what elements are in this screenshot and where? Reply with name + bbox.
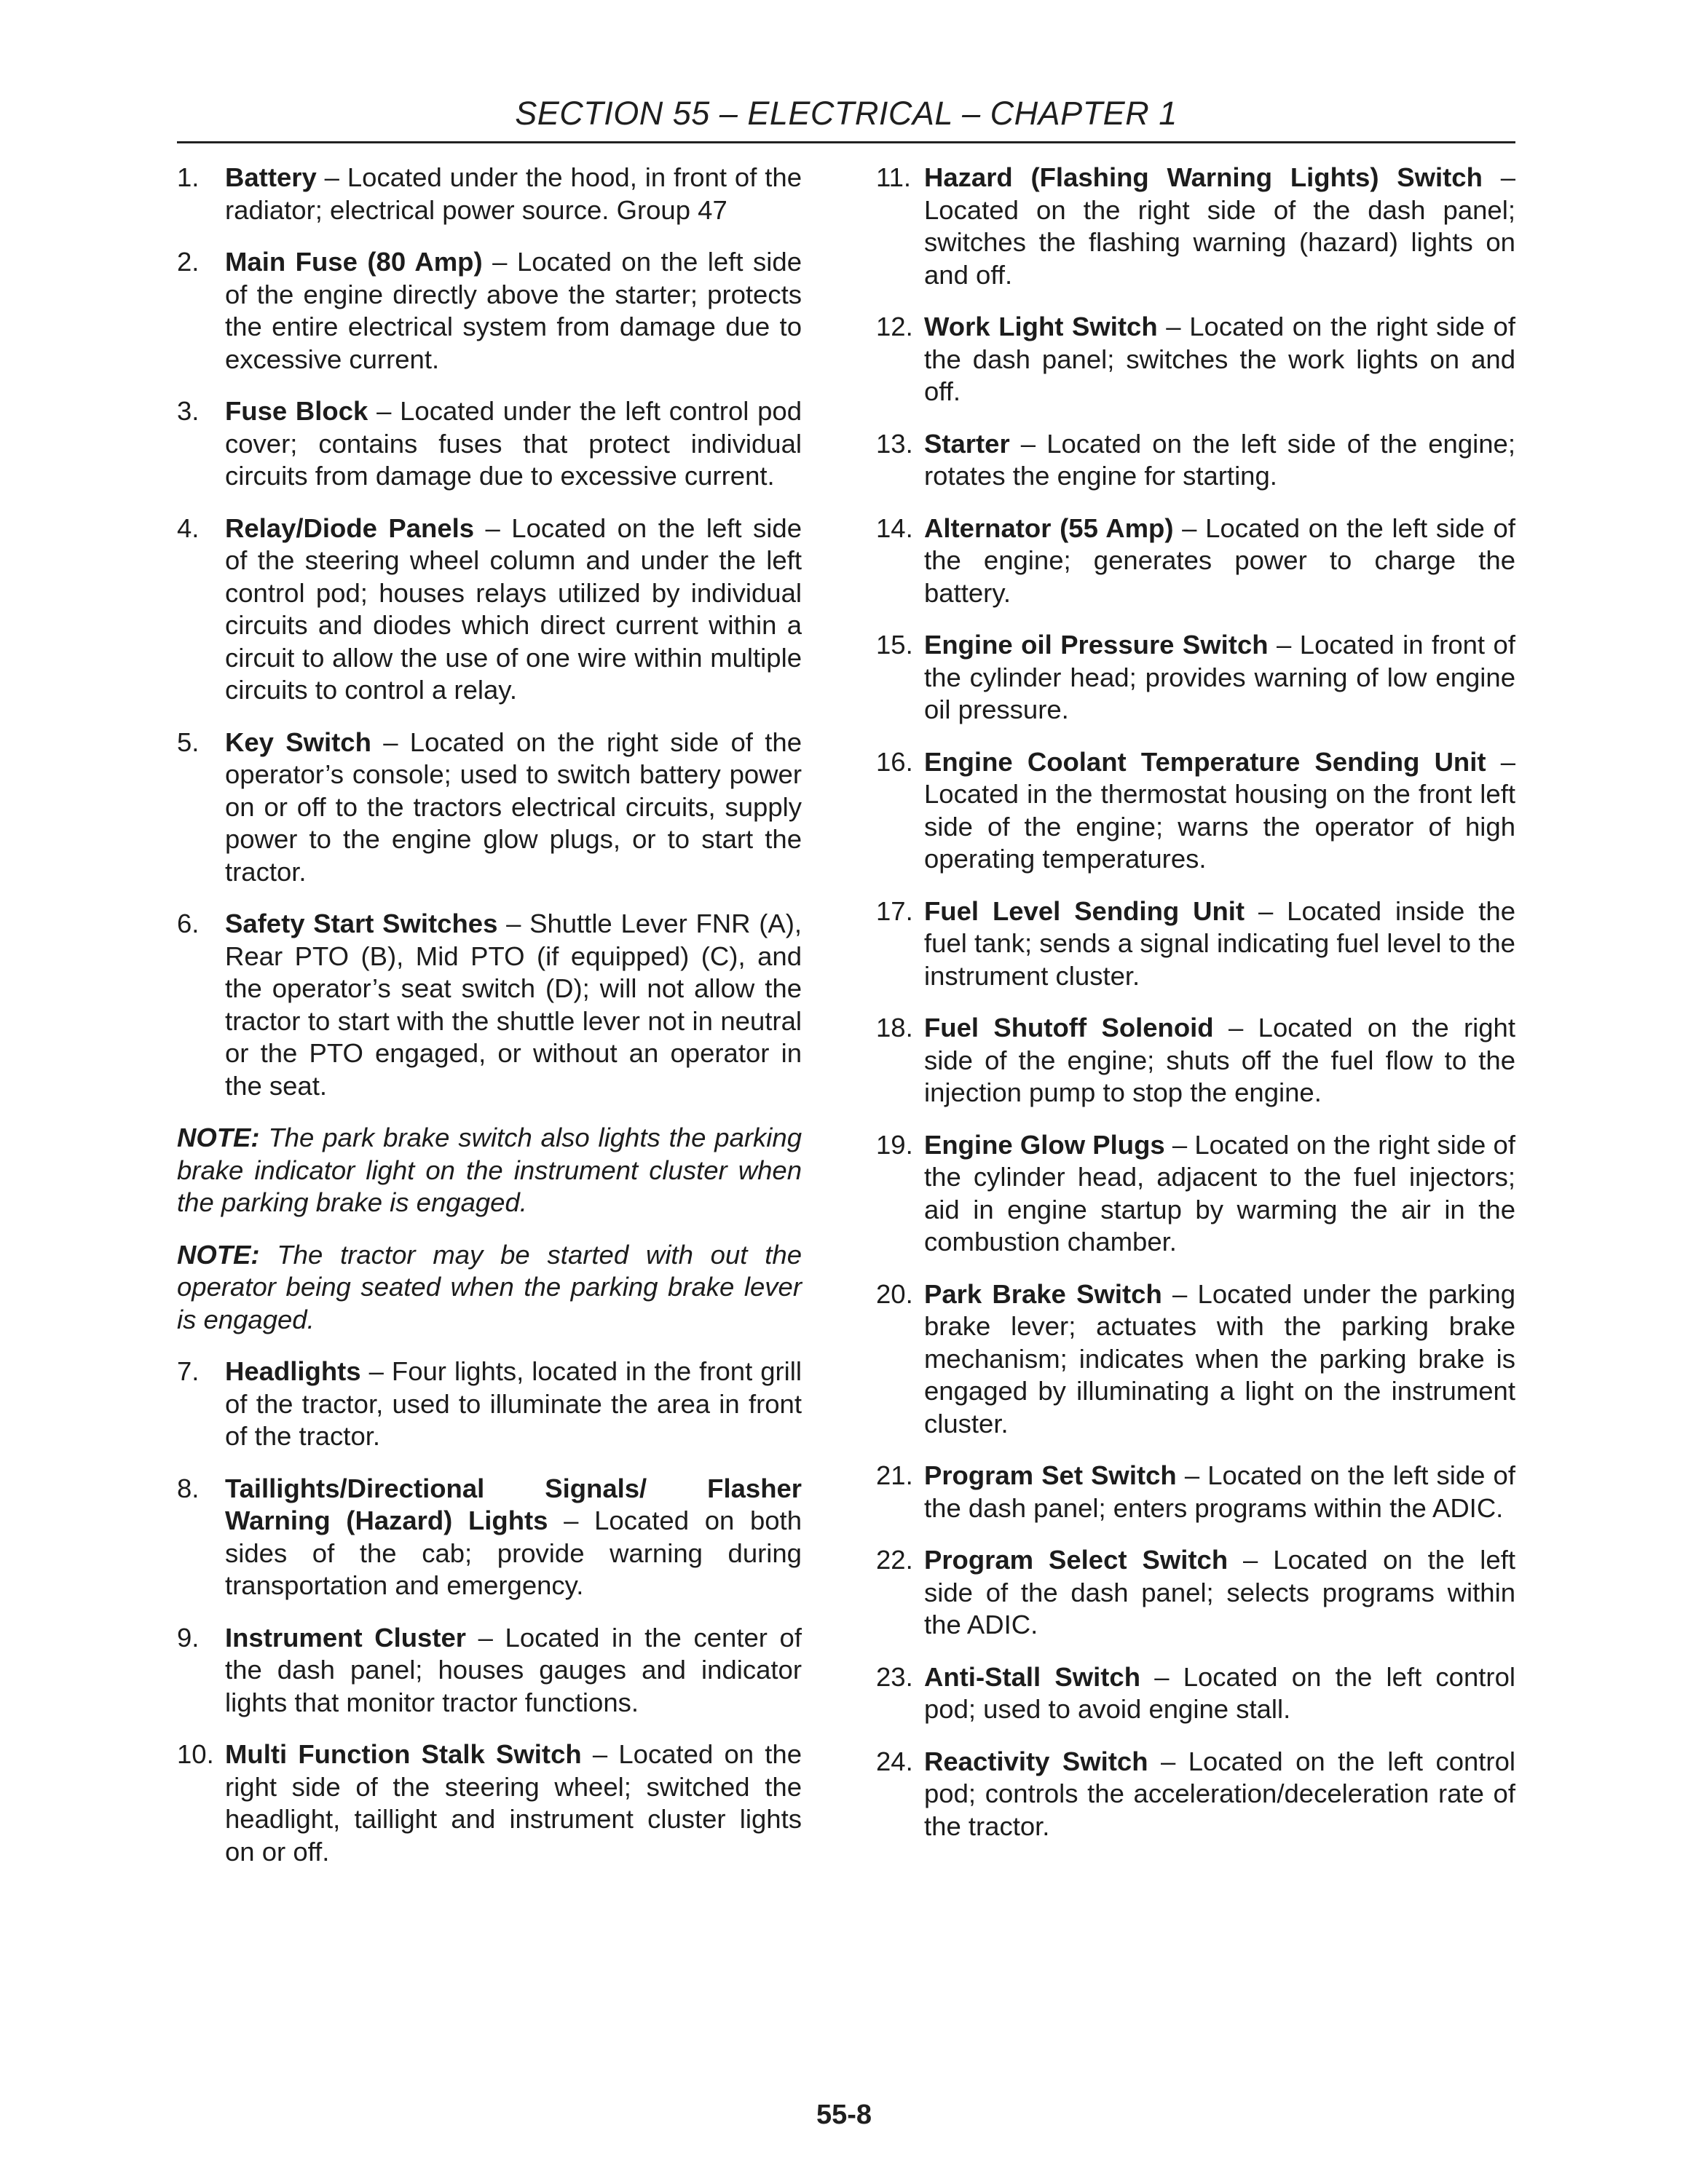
note-text: The park brake switch also lights the parking brake indicator light on the instrument cluster when the parking brake is engaged. <box>177 1123 802 1217</box>
list-item <box>876 428 1515 493</box>
right-column <box>876 162 1515 1862</box>
item-title: Starter <box>924 428 1010 459</box>
item-description: – Located under the left control pod cover; contains fuses that protect individual circuits from damage due to excessive current. <box>225 396 802 491</box>
list-item <box>177 727 802 889</box>
item-description: – Located on the left side of the engine; generates power to charge the battery. <box>924 513 1516 608</box>
item-description: – Located on the left control pod; controls the acceleration/deceleration rate of the tractor. <box>924 1746 1515 1841</box>
item-title: Work Light Switch <box>924 312 1158 341</box>
item-description: – Located on the right side of the steering wheel; switched the headlight, taillight and instrument cluster lights on or off. <box>225 1739 802 1867</box>
note <box>177 1239 802 1337</box>
item-title: Reactivity Switch <box>924 1746 1148 1776</box>
item-description: – Located on the left side of the engine; rotates the engine for starting. <box>924 428 1515 491</box>
item-title: Engine oil Pressure Switch <box>924 630 1269 660</box>
item-title: Hazard (Flashing Warning Lights) Switch <box>924 162 1483 192</box>
item-description: – Located on the right side of the dash panel; switches the flashing warning (hazard) lights on and off. <box>924 162 1515 290</box>
list-item <box>876 1012 1515 1109</box>
list-item <box>177 1356 802 1453</box>
item-title: Anti-Stall Switch <box>924 1661 1141 1692</box>
item-description: – Located on the left side of the steering wheel column and under the left control pod; houses relays utilized by individual circuits and diodes which direct current within a circuit to allow the use of one wire within multiple circuits to control a relay. <box>225 513 802 705</box>
item-title: Fuel Level Sending Unit <box>924 895 1245 926</box>
item-description: – Located under the parking brake lever; actuates with the parking brake mechanism; indicates when the parking brake is engaged by illuminating a light on the instrument cluster. <box>924 1278 1515 1439</box>
item-title: Key Switch <box>225 727 371 757</box>
item-number: 6. <box>177 909 200 938</box>
item-number: 8. <box>177 1473 200 1503</box>
item-number: 4. <box>177 513 200 543</box>
item-description: – Located in front of the cylinder head; provides warning of low engine oil pressure. <box>924 630 1515 724</box>
page-header <box>177 87 1515 143</box>
item-title: Engine Glow Plugs <box>924 1129 1165 1160</box>
item-title: Alternator (55 Amp) <box>924 513 1174 543</box>
item-title: Taillights/Directional Signals/ Flasher Warning (Hazard) Lights <box>225 1473 802 1535</box>
item-number: 3. <box>177 396 200 426</box>
item-description: – Four lights, located in the front grill of the tractor, used to illuminate the area in front of the tractor. <box>225 1356 802 1451</box>
item-title: Safety Start Switches <box>225 909 498 938</box>
item-description: – Shuttle Lever FNR (A), Rear PTO (B), Mid PTO (if equipped) (C), and the operator’s seat switch (D); will not allow the tractor to start with the shuttle lever not in neutral or the PTO engaged, or without an operator in the seat. <box>225 909 802 1101</box>
item-description: – Located under the hood, in front of the radiator; electrical power source. Group 47 <box>225 162 802 225</box>
list-item <box>177 1473 802 1602</box>
list-item <box>177 246 802 376</box>
list-item <box>876 1129 1515 1259</box>
list-item <box>876 1746 1515 1843</box>
item-number: 24. <box>876 1746 913 1776</box>
item-description: – Located on the right side of the engine; shuts off the fuel flow to the injection pump to stop the engine. <box>924 1013 1515 1107</box>
item-description: – Located on the left side of the engine directly above the starter; protects the entire electrical system from damage due to excessive current. <box>225 247 802 374</box>
item-number: 9. <box>177 1622 200 1653</box>
item-number: 15. <box>876 630 913 660</box>
list-item <box>876 1544 1515 1642</box>
item-number: 2. <box>177 247 200 277</box>
list-item <box>876 311 1515 408</box>
item-title: Program Set Switch <box>924 1460 1177 1490</box>
list-item <box>177 1738 802 1868</box>
component-list-part-1 <box>177 162 802 1102</box>
item-title: Relay/Diode Panels <box>225 513 475 543</box>
list-item <box>177 395 802 493</box>
item-title: Fuel Shutoff Solenoid <box>924 1013 1214 1042</box>
item-title: Headlights <box>225 1356 361 1386</box>
item-title: Battery <box>225 162 317 192</box>
item-description: – Located on the left side of the dash panel; selects programs within the ADIC. <box>924 1545 1515 1639</box>
list-item <box>177 162 802 226</box>
list-item <box>876 895 1515 993</box>
item-number: 1. <box>177 162 200 192</box>
list-item <box>876 1278 1515 1441</box>
item-title: Engine Coolant Temperature Sending Unit <box>924 746 1486 777</box>
item-title: Multi Function Stalk Switch <box>225 1739 582 1769</box>
list-item <box>177 513 802 707</box>
item-title: Program Select Switch <box>924 1545 1228 1575</box>
list-item <box>876 513 1515 610</box>
item-description: – Located inside the fuel tank; sends a signal indicating fuel level to the instrument cluster. <box>924 895 1516 991</box>
list-item <box>876 746 1515 876</box>
item-number: 17. <box>876 895 913 926</box>
item-description: – Located on the left side of the dash panel; enters programs within the ADIC. <box>924 1460 1515 1523</box>
list-item <box>876 629 1515 727</box>
note-text: The tractor may be started with out the operator being seated when the parking brake lever is engaged. <box>177 1239 802 1334</box>
item-description: – Located on the right side of the operator’s console; used to switch battery power on or off to the tractors electrical circuits, supply power to the engine glow plugs, or to start the tractor. <box>225 727 802 887</box>
item-number: 23. <box>876 1661 913 1692</box>
item-number: 11. <box>876 162 912 192</box>
item-number: 14. <box>876 513 913 543</box>
section-title: SECTION 55 – ELECTRICAL – CHAPTER 1 <box>515 95 1178 132</box>
item-number: 22. <box>876 1545 913 1575</box>
item-number: 7. <box>177 1356 200 1386</box>
item-description: – Located in the center of the dash panel; houses gauges and indicator lights that monitor tractor functions. <box>225 1622 802 1717</box>
item-number: 13. <box>876 428 913 459</box>
item-description: – Located on both sides of the cab; provide warning during transportation and emergency. <box>225 1506 802 1600</box>
item-description: – Located on the left control pod; used to avoid engine stall. <box>924 1661 1515 1724</box>
item-title: Fuse Block <box>225 396 368 426</box>
item-number: 19. <box>876 1129 913 1160</box>
list-item <box>876 1460 1515 1524</box>
component-list-part-2 <box>177 1356 802 1868</box>
list-item <box>876 1661 1515 1726</box>
item-number: 18. <box>876 1013 913 1042</box>
item-description: – Located on the right side of the cylinder head, adjacent to the fuel injectors; aid in engine startup by warming the air in the combustion chamber. <box>924 1129 1515 1257</box>
item-number: 5. <box>177 727 200 757</box>
item-number: 10. <box>177 1739 214 1769</box>
item-description: – Located on the right side of the dash panel; switches the work lights on and off. <box>924 312 1516 406</box>
list-item <box>177 908 802 1102</box>
item-title: Instrument Cluster <box>225 1622 466 1653</box>
item-number: 20. <box>876 1278 913 1309</box>
item-title: Park Brake Switch <box>924 1278 1162 1309</box>
page-number: 55-8 <box>816 2100 872 2130</box>
left-column <box>177 162 802 1888</box>
item-title: Main Fuse (80 Amp) <box>225 247 483 277</box>
list-item <box>876 162 1515 291</box>
note-label: NOTE: <box>177 1239 260 1270</box>
item-description: – Located in the thermostat housing on the front left side of the engine; warns the operator of high operating temperatures. <box>924 746 1515 874</box>
item-number: 12. <box>876 312 913 341</box>
item-number: 16. <box>876 746 913 777</box>
note <box>177 1122 802 1219</box>
note-label: NOTE: <box>177 1123 260 1152</box>
list-item <box>177 1622 802 1720</box>
item-number: 21. <box>876 1460 913 1490</box>
